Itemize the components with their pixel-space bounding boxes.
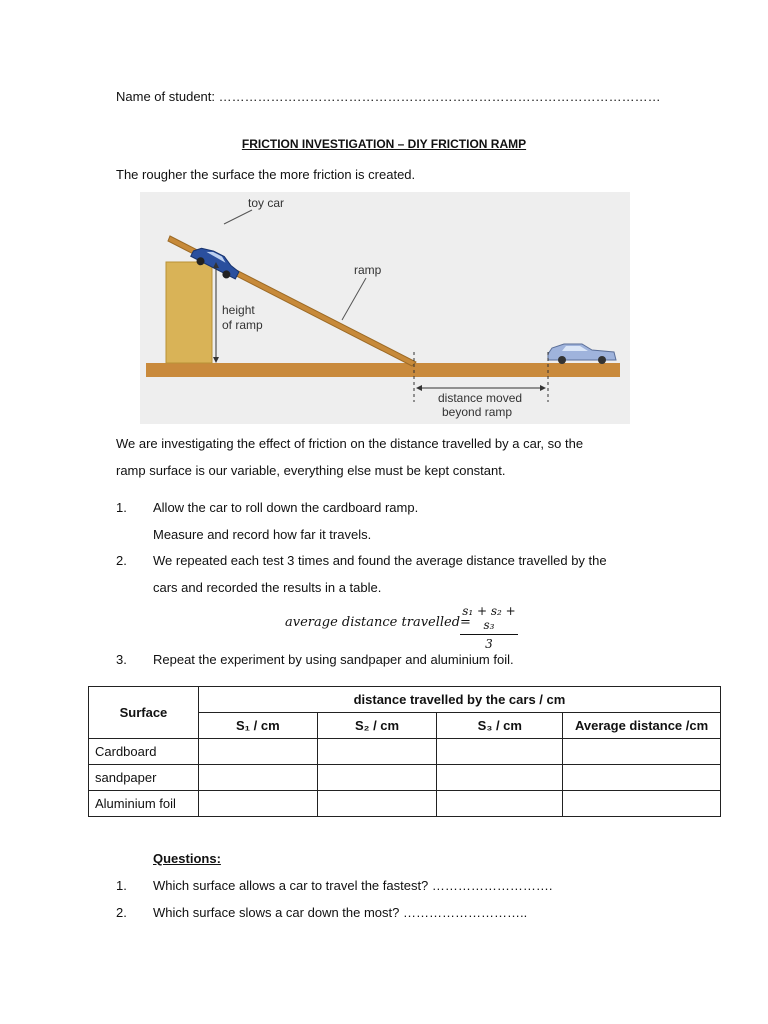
table-row <box>89 739 721 765</box>
support-block <box>166 262 212 363</box>
parked-car-icon <box>548 344 616 364</box>
intro-text: The rougher the surface the more friction is created. <box>116 167 416 182</box>
table-cell[interactable] <box>198 739 317 765</box>
formula-lhs: average distance travelled= <box>285 615 471 630</box>
table-cell[interactable] <box>317 765 437 791</box>
col-header-s1: S₁ / cm <box>198 713 317 739</box>
label-distance-1: distance moved <box>438 391 523 405</box>
paragraph-line-1: We are investigating the effect of friction on the distance travelled by a car, so the <box>116 436 584 451</box>
col-header-average: Average distance /cm <box>563 713 721 739</box>
question-2-number: 2. <box>116 905 127 920</box>
step-3-number: 3. <box>116 652 127 667</box>
table-cell[interactable] <box>563 765 721 791</box>
ramp-diagram-svg <box>140 192 630 424</box>
step-2-line-1: We repeated each test 3 times and found the average distance travelled by the <box>153 553 607 568</box>
label-height-1: height <box>222 303 255 317</box>
row-label-aluminium-foil: Aluminium foil <box>89 791 199 817</box>
table-cell[interactable] <box>563 739 721 765</box>
results-table <box>88 686 721 817</box>
step-1-line-1: Allow the car to roll down the cardboard ramp. <box>153 500 419 515</box>
label-height-2: of ramp <box>222 318 263 332</box>
table-cell[interactable] <box>198 791 317 817</box>
student-name-line <box>116 89 661 104</box>
questions-heading: Questions: <box>153 851 221 866</box>
step-1-number: 1. <box>116 500 127 515</box>
label-ramp: ramp <box>354 263 382 277</box>
row-label-cardboard: Cardboard <box>89 739 199 765</box>
label-toy-car: toy car <box>248 196 285 210</box>
table-cell[interactable] <box>317 739 437 765</box>
formula-fraction <box>460 604 518 651</box>
surface-header: Surface <box>89 687 199 739</box>
student-name-label: Name of student: <box>116 89 215 104</box>
col-header-s2: S₂ / cm <box>317 713 437 739</box>
friction-ramp-diagram <box>140 192 630 424</box>
formula-numerator: s₁ + s₂ + s₃ <box>462 604 516 632</box>
step-2-number: 2. <box>116 553 127 568</box>
table-cell[interactable] <box>198 765 317 791</box>
question-1-number: 1. <box>116 878 127 893</box>
table-cell[interactable] <box>317 791 437 817</box>
table-row <box>89 765 721 791</box>
student-name-blank[interactable]: ………………………………………………………………………………………… <box>218 89 661 104</box>
distance-group-header: distance travelled by the cars / cm <box>198 687 720 713</box>
ground <box>146 363 620 377</box>
table-cell[interactable] <box>437 765 563 791</box>
step-2-line-2: cars and recorded the results in a table. <box>153 580 382 595</box>
page-title: FRICTION INVESTIGATION – DIY FRICTION RAMP <box>241 137 527 151</box>
step-3-line-1: Repeat the experiment by using sandpaper and aluminium foil. <box>153 652 514 667</box>
paragraph-line-2: ramp surface is our variable, everything else must be kept constant. <box>116 463 506 478</box>
table-cell[interactable] <box>437 791 563 817</box>
question-1-text[interactable]: Which surface allows a car to travel the fastest? ………………………. <box>153 878 553 893</box>
step-1-line-2: Measure and record how far it travels. <box>153 527 372 542</box>
table-row <box>89 791 721 817</box>
label-distance-2: beyond ramp <box>442 405 513 419</box>
col-header-s3: S₃ / cm <box>437 713 563 739</box>
table-cell[interactable] <box>437 739 563 765</box>
table-cell[interactable] <box>563 791 721 817</box>
row-label-sandpaper: sandpaper <box>89 765 199 791</box>
question-2-text[interactable]: Which surface slows a car down the most? ……………………….. <box>153 905 528 920</box>
formula-denominator: 3 <box>485 637 493 651</box>
